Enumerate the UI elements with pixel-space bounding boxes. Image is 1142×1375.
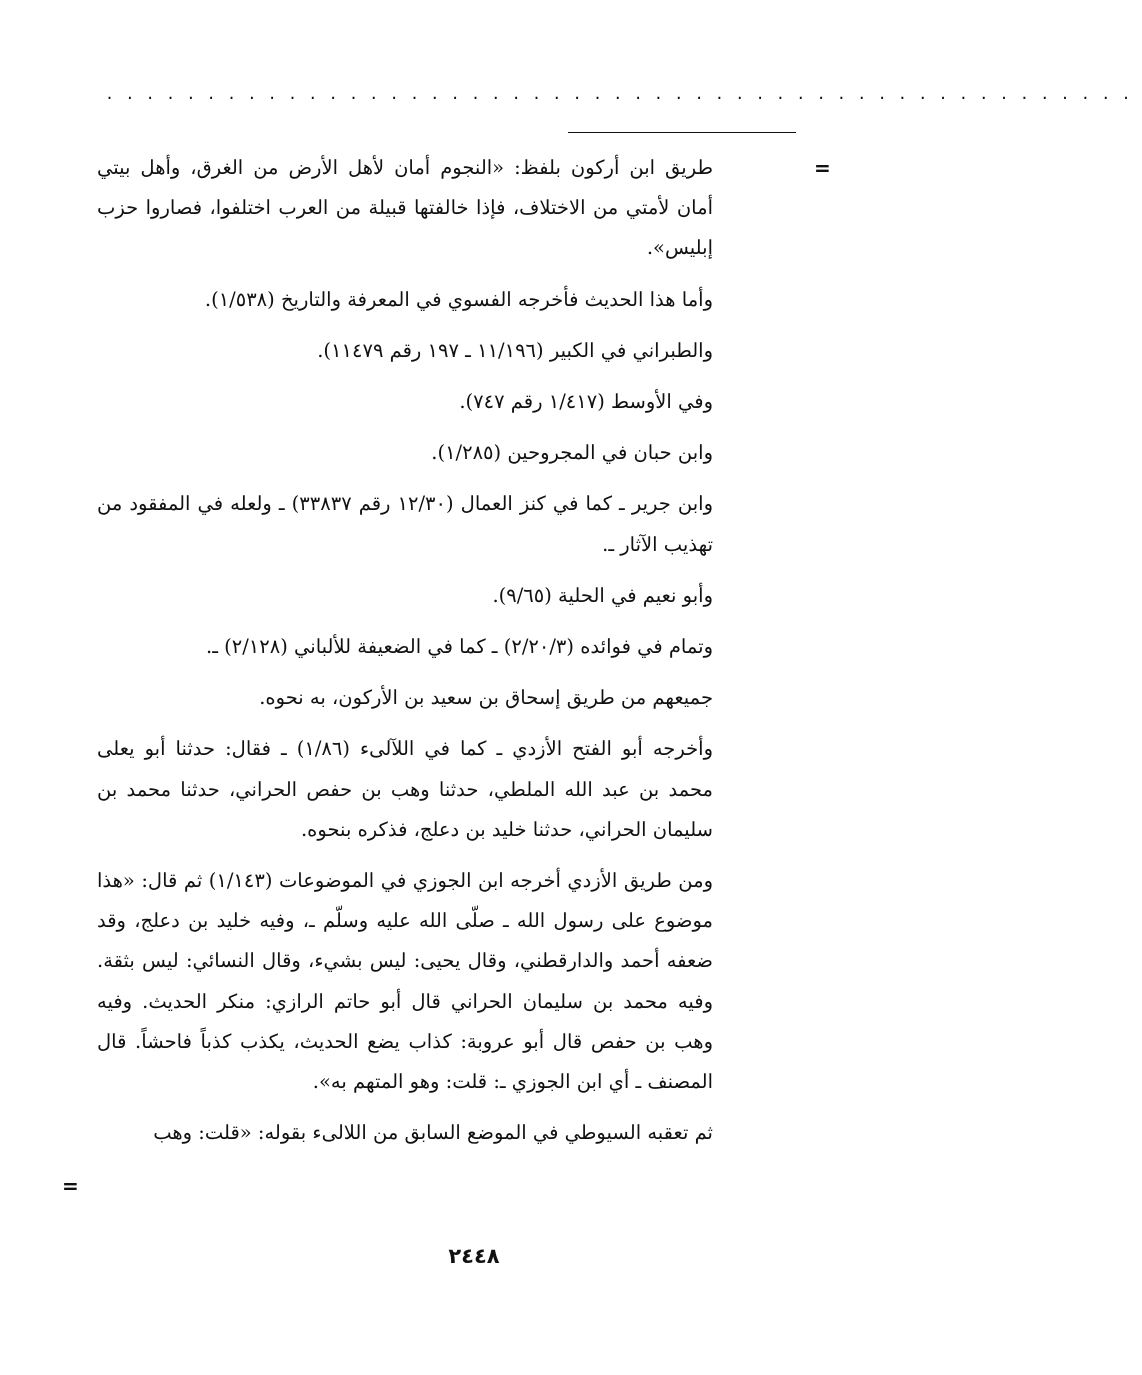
paragraph: وابن جرير ـ كما في كنز العمال (١٢/٣٠ رقم ٣٣٨٣٧) ـ ولعله في المفقود من تهذيب الآثار ـ.: [97, 492, 713, 556]
dotted-separator: ...................................................: [105, 85, 1142, 103]
continuation-marker-top: =: [814, 156, 831, 180]
continuation-marker-bottom: =: [62, 1174, 79, 1198]
paragraph: ومن طريق الأزدي أخرجه ابن الجوزي في الموضوعات (١/١٤٣) ثم قال: «هذا موضوع على رسول الله ـ صلّى الله عليه وسلّم ـ، وفيه خليد بن دعلج، وقد ضعفه أحمد والدارقطني، وقال يحيى: ليس بشيء، وقال النسائي: ليس بثقة. وفيه محمد بن سليمان الحراني قال أبو حاتم الرازي: منكر الحديث. وفيه وهب بن حفص قال أبو عروبة: كذاب يضع الحديث، يكذب كذباً فاحشاً. قال المصنف ـ أي ابن الجوزي ـ: قلت: وهو المتهم به».: [97, 869, 713, 1094]
paragraph: وتمام في فوائده (٢/٢٠/٣) ـ كما في الضعيفة للألباني (٢/١٢٨) ـ.: [206, 635, 713, 659]
paragraph: وابن حبان في المجروحين (١/٢٨٥).: [431, 441, 713, 465]
paragraph: ثم تعقبه السيوطي في الموضع السابق من اللالىء بقوله: «قلت: وهب: [153, 1121, 713, 1145]
paragraph: وأخرجه أبو الفتح الأزدي ـ كما في اللآلىء (١/٨٦) ـ فقال: حدثنا أبو يعلى محمد بن عبد الله الملطي، حدثنا وهب بن حفص الحراني، حدثنا محمد بن سليمان الحراني، حدثنا خليد بن دعلج، فذكره بنحوه.: [97, 737, 714, 841]
paragraph: وأبو نعيم في الحلية (٩/٦٥).: [492, 583, 713, 607]
footnote-text: [97, 148, 713, 1164]
paragraph: والطبراني في الكبير (١١/١٩٦ ـ ١٩٧ رقم ١١٤٧٩).: [317, 338, 713, 362]
paragraph: طريق ابن أركون بلفظ: «النجوم أمان لأهل الأرض من الغرق، وأهل بيتي أمان لأمتي من الاختلاف، فإذا خالفتها قبيلة من العرب اختلفوا، فصاروا حزب إبليس».: [97, 156, 713, 260]
page-number: ٢٤٤٨: [448, 1244, 500, 1268]
paragraph: وأما هذا الحديث فأخرجه الفسوي في المعرفة والتاريخ (١/٥٣٨).: [204, 287, 713, 311]
footnote-rule: [568, 132, 796, 133]
paragraph: وفي الأوسط (١/٤١٧ رقم ٧٤٧).: [459, 390, 713, 414]
paragraph: جميعهم من طريق إسحاق بن سعيد بن الأركون، به نحوه.: [259, 686, 713, 710]
